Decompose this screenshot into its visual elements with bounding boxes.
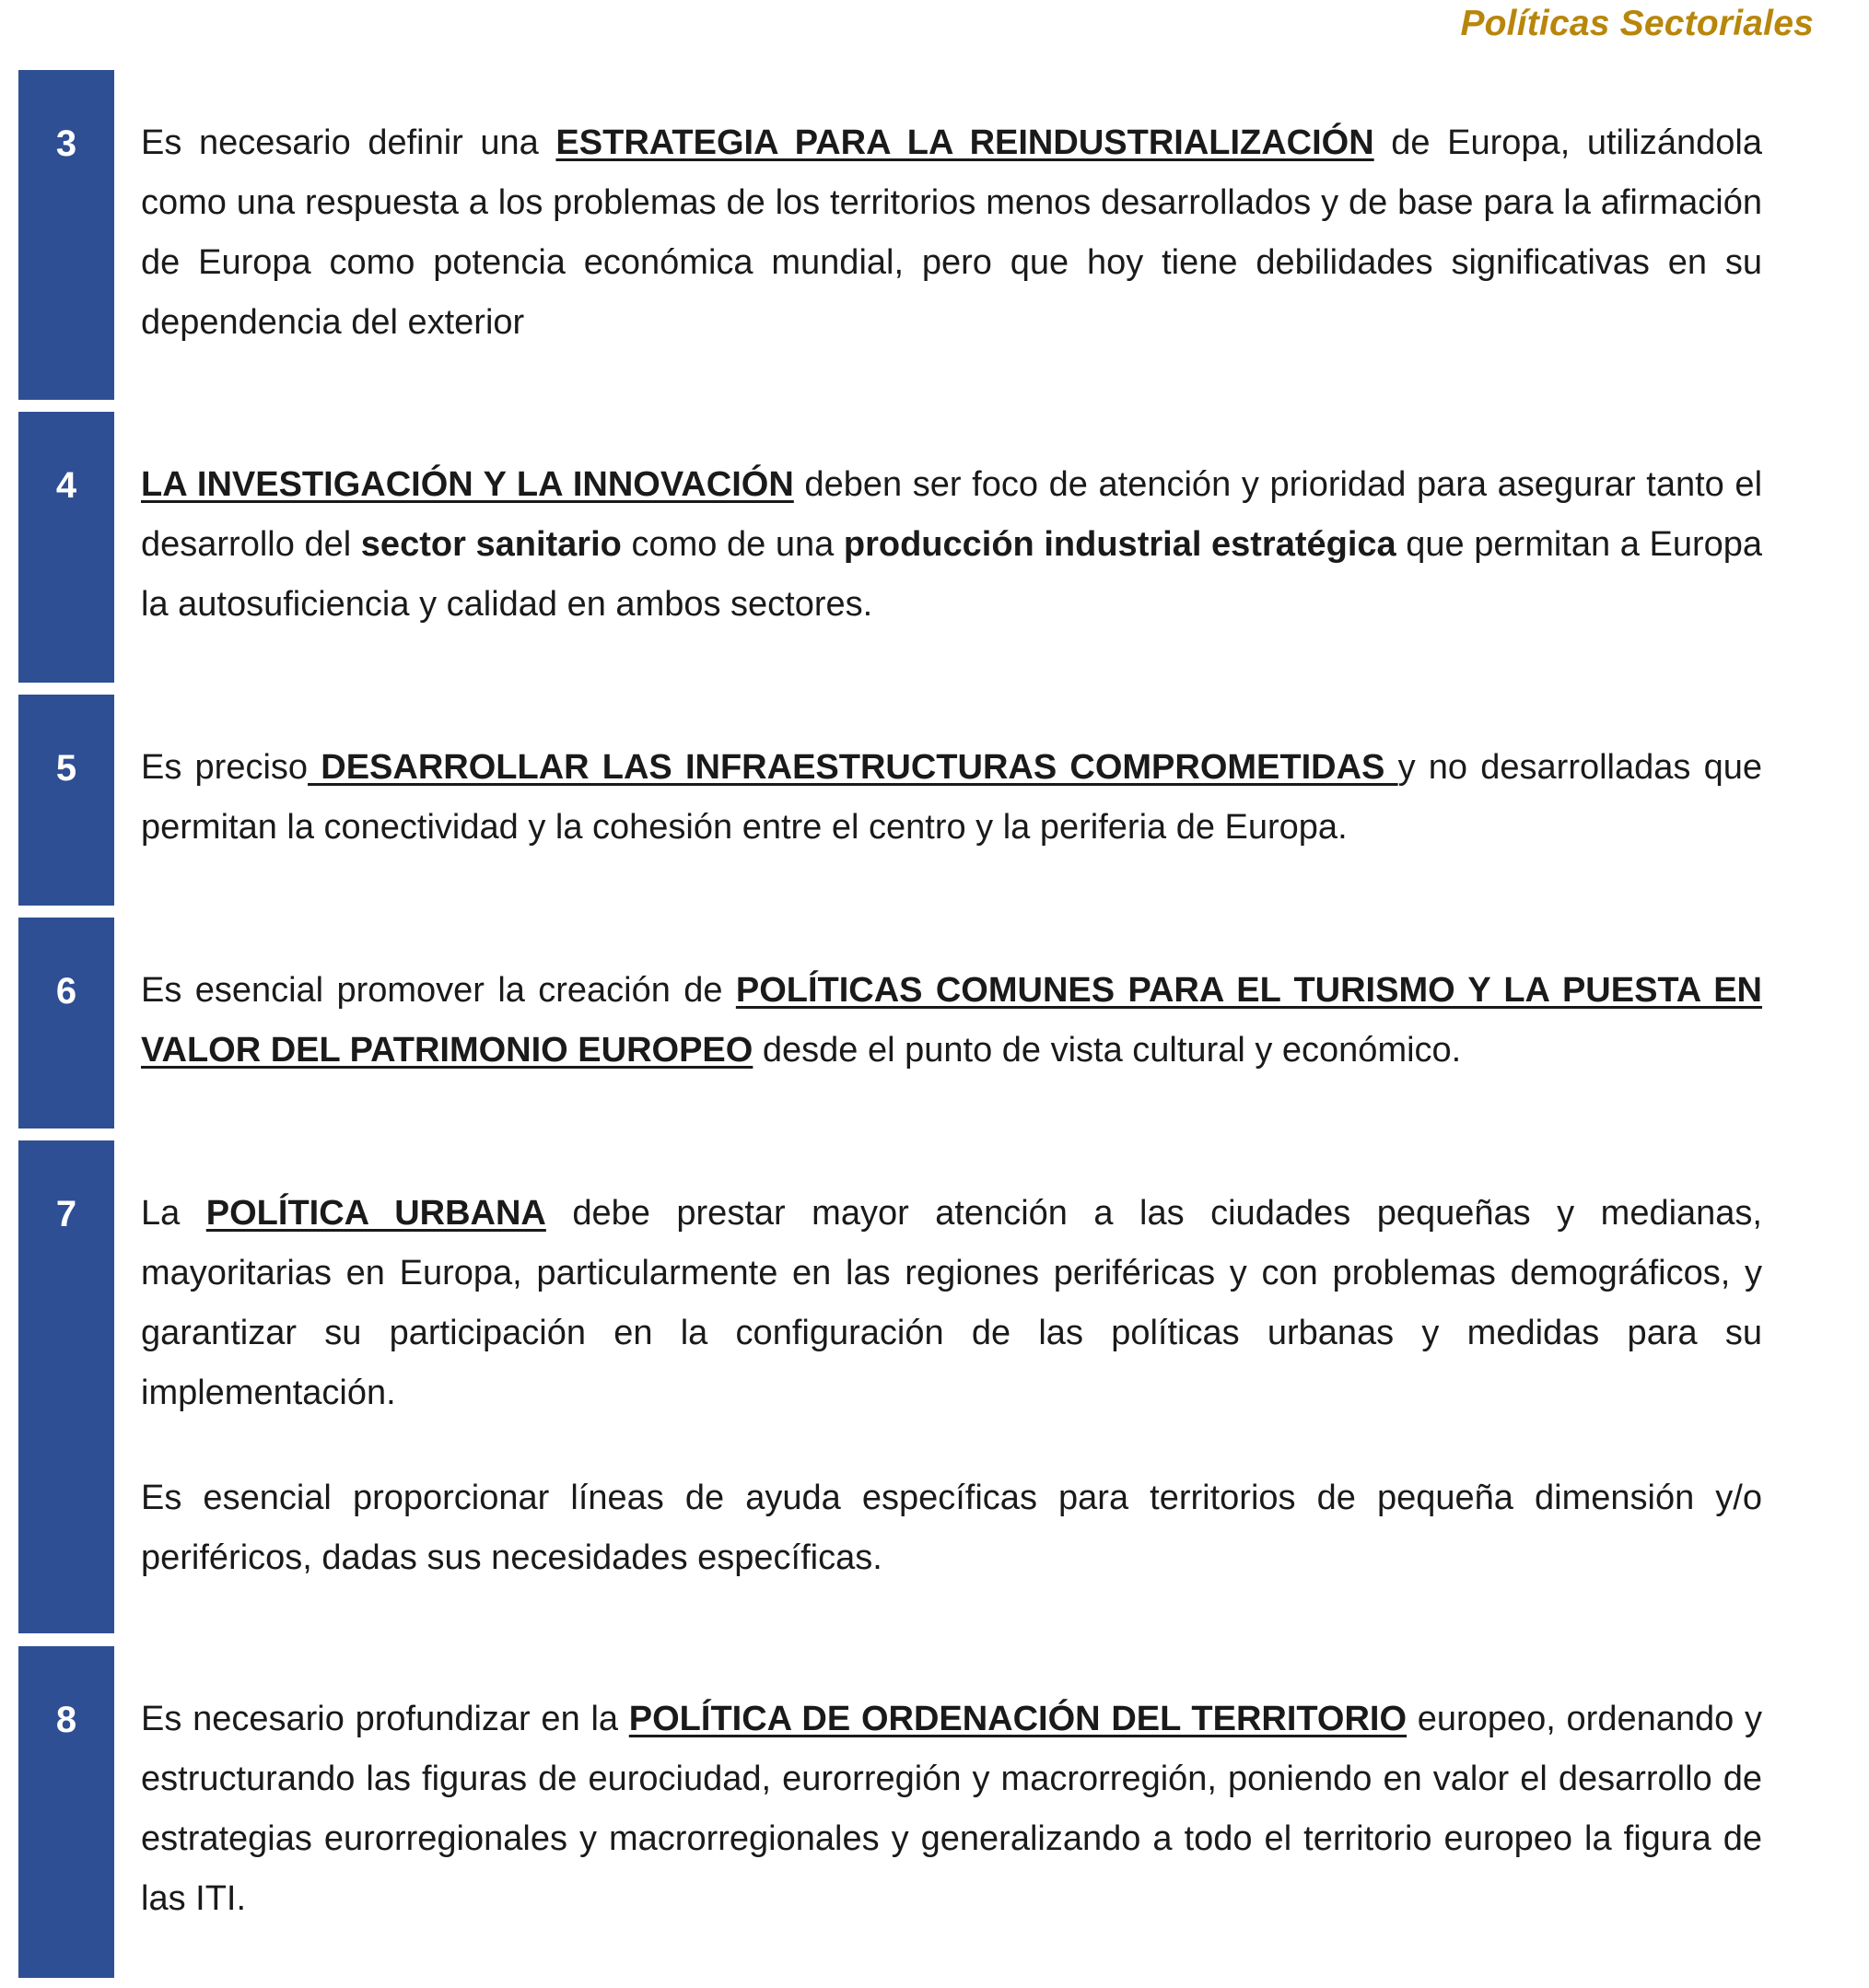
emphasis-term: POLÍTICAS COMUNES PARA EL TURISMO Y LA PUESTA EN VALOR DEL PATRIMONIO EUROPEO (141, 971, 1762, 1070)
paragraph (141, 1690, 1762, 1929)
number-bar (18, 695, 114, 906)
text-run: europeo, ordenando y estructurando las figuras de eurociudad, eurorregión y macrorregión, poniendo en valor el desarrollo de estrategias eurorregionales y macrorregionales y generalizando a todo el territorio europeo la figura de las ITI. (141, 1700, 1762, 1918)
text-run: desde el punto de vista cultural y económico. (753, 1031, 1462, 1070)
paragraph (141, 1184, 1762, 1423)
item-6 (18, 918, 1869, 1128)
item-3 (18, 70, 1869, 400)
emphasis-term: DESARROLLAR LAS INFRAESTRUCTURAS COMPROMETIDAS (308, 748, 1398, 787)
item-text (141, 738, 1762, 858)
item-8 (18, 1646, 1869, 1978)
text-run: Es preciso (141, 748, 309, 787)
text-run: Es necesario profundizar en la (141, 1700, 629, 1738)
item-text (141, 113, 1762, 353)
emphasis-term: POLÍTICA DE ORDENACIÓN DEL TERRITORIO (628, 1700, 1408, 1738)
emphasis-term: ESTRATEGIA PARA LA REINDUSTRIALIZACIÓN (555, 123, 1374, 162)
text-run: Es esencial promover la creación de (141, 971, 736, 1010)
item-4 (18, 412, 1869, 683)
emphasis-term: POLÍTICA URBANA (205, 1194, 546, 1233)
item-number: 4 (55, 465, 77, 506)
text-run: Es necesario definir una (141, 123, 556, 162)
bold-term: producción industrial estratégica (843, 525, 1396, 564)
text-run: Es esencial proporcionar líneas de ayuda específicas para territorios de pequeña dimensión y/o periféricos, dadas sus necesidades específicas. (141, 1479, 1762, 1577)
paragraph (141, 1468, 1762, 1588)
text-run: de Europa, utilizándola como una respuesta a los problemas de los territorios menos desarrollados y de base para la afirmación de Europa como potencia económica mundial, pero que hoy tiene debilidades significativas en su dependencia del exterior (141, 123, 1762, 342)
item-text (141, 961, 1762, 1081)
paragraph (141, 113, 1762, 353)
item-text (141, 1690, 1762, 1929)
text-run: como de una (621, 525, 844, 564)
number-bar (18, 1646, 114, 1978)
item-number: 7 (55, 1194, 77, 1234)
page-header-title: Políticas Sectoriales (1460, 4, 1814, 43)
number-bar (18, 412, 114, 683)
item-number: 3 (55, 123, 77, 164)
number-bar (18, 918, 114, 1128)
paragraph (141, 961, 1762, 1081)
item-number: 5 (55, 748, 77, 789)
bold-term: sector sanitario (360, 525, 622, 564)
text-run: que permitan a Europa la autosuficiencia y calidad en ambos sectores. (141, 525, 1763, 624)
text-run: y no desarrolladas que permitan la conectividad y la cohesión entre el centro y la periferia de Europa. (141, 748, 1762, 847)
paragraph (141, 738, 1762, 858)
number-bar (18, 70, 114, 400)
item-number: 8 (55, 1700, 77, 1740)
text-run: La (141, 1194, 206, 1233)
item-5 (18, 695, 1869, 906)
text-run: debe prestar mayor atención a las ciudades pequeñas y medianas, mayoritarias en Europa, particularmente en las regiones periféricas y con problemas demográficos, y garantizar su participación en la configuración de las políticas urbanas y medidas para su implementación. (141, 1194, 1762, 1412)
emphasis-term: LA INVESTIGACIÓN Y LA INNOVACIÓN (141, 465, 794, 504)
item-7 (18, 1140, 1869, 1633)
text-run: deben ser foco de atención y prioridad para asegurar tanto el desarrollo del (141, 465, 1763, 564)
item-number: 6 (55, 971, 77, 1012)
item-text (141, 455, 1762, 635)
item-text (141, 1184, 1762, 1588)
paragraph (141, 455, 1762, 635)
